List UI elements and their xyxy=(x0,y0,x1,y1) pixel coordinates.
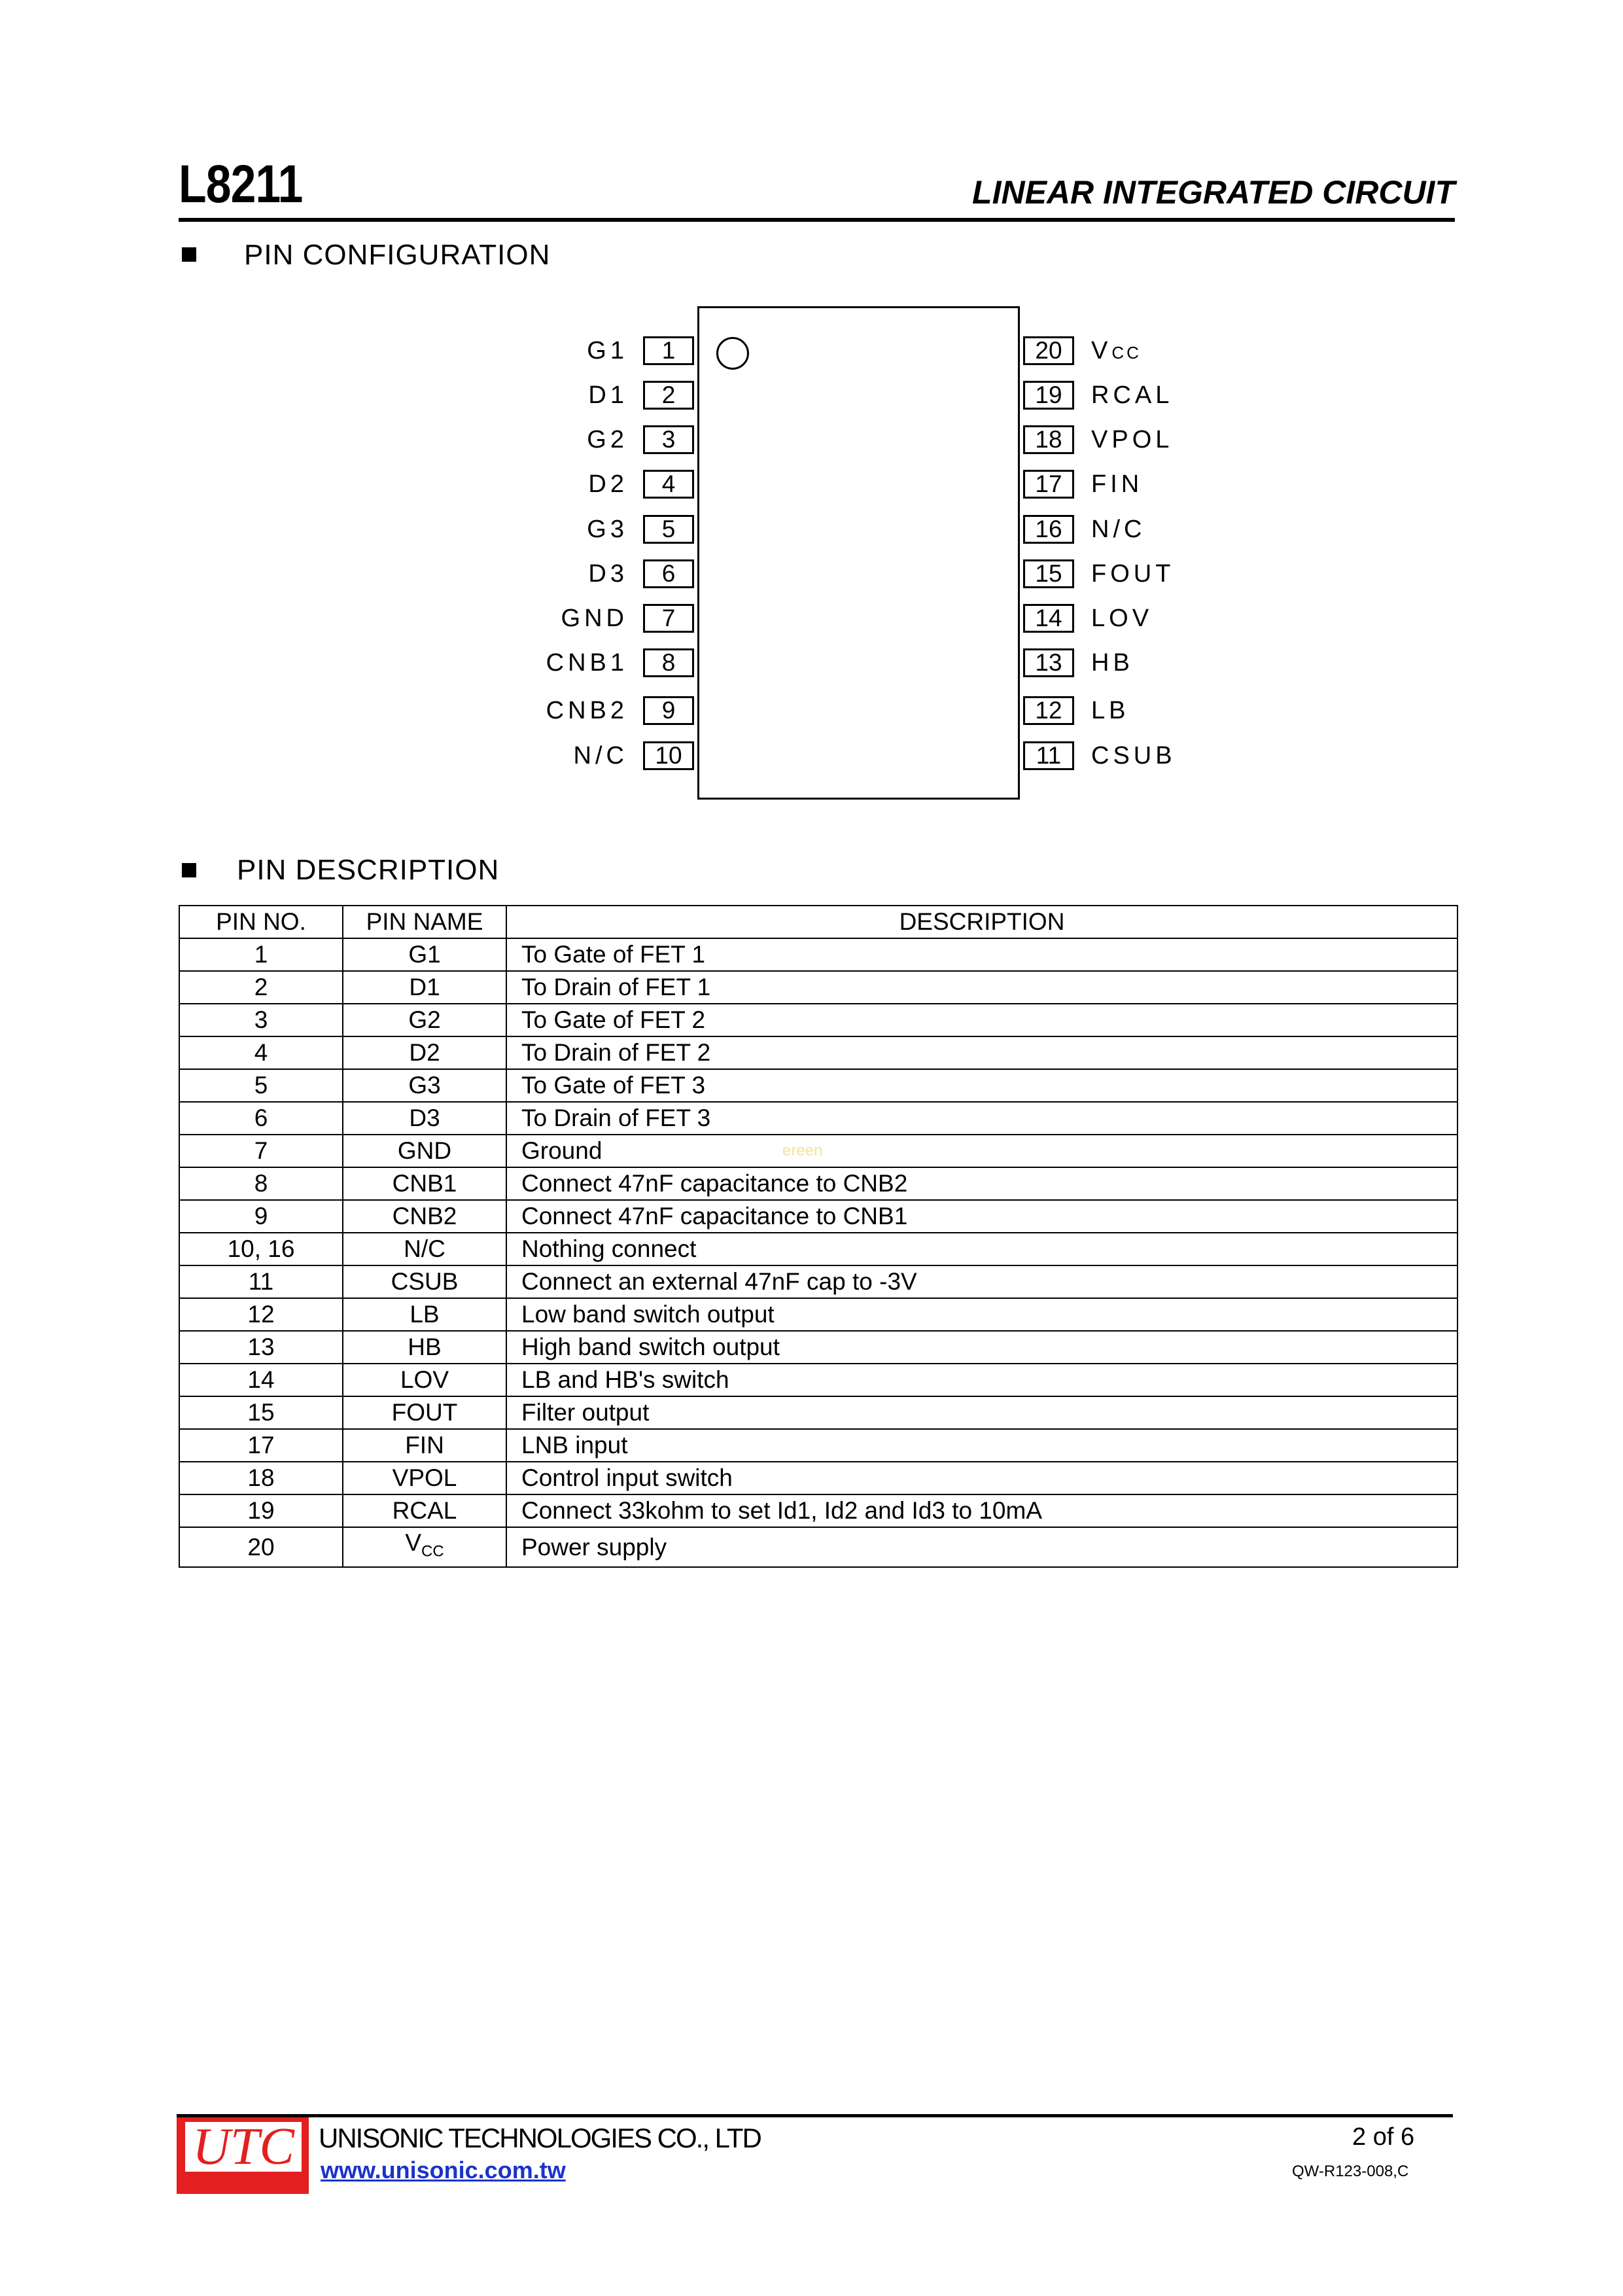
pin-label xyxy=(1091,604,1153,633)
cell-pin-name: VPOL xyxy=(343,1462,506,1494)
cell-pin-no: 7 xyxy=(179,1135,343,1167)
cell-pin-name xyxy=(343,1527,506,1567)
cell-description: Connect 33kohm to set Id1, Id2 and Id3 to 10mA xyxy=(506,1494,1457,1527)
cell-pin-no: 10, 16 xyxy=(179,1233,343,1265)
pin-label xyxy=(1091,381,1173,410)
pin-number-box: 3 xyxy=(643,425,694,454)
pin-label-text: CSUB xyxy=(1091,742,1176,769)
pin-number-box: 18 xyxy=(1023,425,1074,454)
pin-label xyxy=(1091,559,1174,588)
pin-number-box: 6 xyxy=(643,559,694,588)
pin-number-box: 2 xyxy=(643,381,694,410)
cell-pin-no: 5 xyxy=(179,1069,343,1102)
pin-label: CNB2 xyxy=(546,697,628,724)
cell-pin-name: G3 xyxy=(343,1069,506,1102)
column-header-pin-name: PIN NAME xyxy=(343,906,506,938)
pin-description-title: PIN DESCRIPTION xyxy=(237,854,500,886)
table-row xyxy=(179,1004,1457,1036)
pin-label: G1 xyxy=(587,337,628,364)
table-row xyxy=(179,1233,1457,1265)
part-number: L8211 xyxy=(179,154,303,214)
cell-pin-no: 8 xyxy=(179,1167,343,1200)
watermark-text: ereen xyxy=(782,1142,823,1159)
pin-label-text: VPOL xyxy=(1091,426,1174,453)
table-row xyxy=(179,1036,1457,1069)
cell-pin-name: LB xyxy=(343,1298,506,1331)
pin-label xyxy=(1091,515,1145,544)
pin-number-box: 13 xyxy=(1023,648,1074,677)
cell-pin-name: D3 xyxy=(343,1102,506,1135)
table-row xyxy=(179,1462,1457,1494)
pin-label-text: FOUT xyxy=(1091,560,1175,588)
column-header-description: DESCRIPTION xyxy=(506,906,1457,938)
pin-label-subscript: CC xyxy=(1111,343,1142,362)
cell-pin-no: 12 xyxy=(179,1298,343,1331)
pin-number-box: 9 xyxy=(643,696,694,725)
pin-label: D2 xyxy=(588,470,628,498)
table-row xyxy=(179,1069,1457,1102)
cell-pin-name: N/C xyxy=(343,1233,506,1265)
pin-number-box: 7 xyxy=(643,604,694,633)
document-code: QW-R123-008,C xyxy=(1292,2163,1409,2180)
cell-pin-name: CNB1 xyxy=(343,1167,506,1200)
cell-description: High band switch output xyxy=(506,1331,1457,1364)
pin-number-box: 11 xyxy=(1023,741,1074,770)
pin-label-text: LOV xyxy=(1091,605,1153,632)
cell-pin-name: GND xyxy=(343,1135,506,1167)
cell-pin-name-text: V xyxy=(405,1529,421,1556)
cell-pin-no: 11 xyxy=(179,1265,343,1298)
table-row xyxy=(179,1200,1457,1233)
company-name: UNISONIC TECHNOLOGIES CO., LTD xyxy=(319,2123,761,2153)
pin-label-text: HB xyxy=(1091,649,1134,677)
pin-number-box: 17 xyxy=(1023,470,1074,499)
pin-label-text: LB xyxy=(1091,697,1130,724)
pin-label-text: RCAL xyxy=(1091,381,1174,409)
pin-label: D1 xyxy=(588,381,628,409)
cell-description: Filter output xyxy=(506,1396,1457,1429)
cell-description: Connect 47nF capacitance to CNB1 xyxy=(506,1200,1457,1233)
cell-pin-no: 4 xyxy=(179,1036,343,1069)
ic-package-body xyxy=(697,306,1020,800)
cell-description: To Drain of FET 1 xyxy=(506,971,1457,1004)
section-bullet-icon xyxy=(182,247,196,262)
cell-pin-name: RCAL xyxy=(343,1494,506,1527)
header-divider xyxy=(179,218,1455,222)
pin-number-box: 12 xyxy=(1023,696,1074,725)
pin-number-box: 5 xyxy=(643,515,694,544)
cell-description: To Drain of FET 3 xyxy=(506,1102,1457,1135)
cell-pin-no: 13 xyxy=(179,1331,343,1364)
cell-description: LB and HB's switch xyxy=(506,1364,1457,1396)
pin-label: GND xyxy=(561,605,628,632)
cell-pin-name: FOUT xyxy=(343,1396,506,1429)
pin1-marker-icon xyxy=(716,337,749,370)
table-row xyxy=(179,1396,1457,1429)
pin-number-box: 4 xyxy=(643,470,694,499)
cell-pin-no: 17 xyxy=(179,1429,343,1462)
pin-number-box: 10 xyxy=(643,741,694,770)
cell-pin-no: 20 xyxy=(179,1527,343,1567)
pin-label: CNB1 xyxy=(546,649,628,677)
pin-label-text: N/C xyxy=(1091,516,1146,543)
pin-label xyxy=(1091,336,1142,367)
pin-label xyxy=(1091,648,1134,677)
cell-pin-name: LOV xyxy=(343,1364,506,1396)
pin-number-box: 14 xyxy=(1023,604,1074,633)
cell-pin-no: 3 xyxy=(179,1004,343,1036)
pin-number-box: 16 xyxy=(1023,515,1074,544)
cell-description: Connect 47nF capacitance to CNB2 xyxy=(506,1167,1457,1200)
pin-description-table xyxy=(179,905,1458,1568)
cell-pin-no: 9 xyxy=(179,1200,343,1233)
table-row xyxy=(179,1527,1457,1567)
cell-pin-name: G2 xyxy=(343,1004,506,1036)
column-header-pin-no: PIN NO. xyxy=(179,906,343,938)
table-row xyxy=(179,1167,1457,1200)
pin-label: N/C xyxy=(573,742,628,769)
cell-pin-name: CNB2 xyxy=(343,1200,506,1233)
table-header-row xyxy=(179,906,1457,938)
cell-description: Power supply xyxy=(506,1527,1457,1567)
pin-label xyxy=(1091,470,1143,499)
section-bullet-icon xyxy=(182,863,196,877)
cell-pin-name: HB xyxy=(343,1331,506,1364)
pin-label-text: FIN xyxy=(1091,470,1143,498)
cell-pin-no: 19 xyxy=(179,1494,343,1527)
table-row xyxy=(179,1102,1457,1135)
website-link[interactable]: www.unisonic.com.tw xyxy=(321,2157,566,2183)
cell-pin-name: D1 xyxy=(343,971,506,1004)
pin-number-box: 8 xyxy=(643,648,694,677)
cell-description: To Gate of FET 1 xyxy=(506,938,1457,971)
pin-number-box: 20 xyxy=(1023,336,1074,365)
cell-pin-name-subscript: CC xyxy=(421,1542,444,1561)
cell-pin-no: 6 xyxy=(179,1102,343,1135)
cell-pin-name: D2 xyxy=(343,1036,506,1069)
cell-description: LNB input xyxy=(506,1429,1457,1462)
cell-pin-no: 14 xyxy=(179,1364,343,1396)
table-row xyxy=(179,1364,1457,1396)
cell-description: Control input switch xyxy=(506,1462,1457,1494)
pin-label: D3 xyxy=(588,560,628,588)
pin-label: G3 xyxy=(587,516,628,543)
cell-pin-no: 15 xyxy=(179,1396,343,1429)
document-type: LINEAR INTEGRATED CIRCUIT xyxy=(972,174,1455,211)
cell-pin-name: G1 xyxy=(343,938,506,971)
cell-description: Ground xyxy=(506,1135,1457,1167)
pin-configuration-title: PIN CONFIGURATION xyxy=(244,239,551,271)
cell-description: Nothing connect xyxy=(506,1233,1457,1265)
cell-pin-name: FIN xyxy=(343,1429,506,1462)
cell-description: To Gate of FET 2 xyxy=(506,1004,1457,1036)
table-row xyxy=(179,1265,1457,1298)
pin-label-text: V xyxy=(1091,337,1112,364)
pin-label xyxy=(1091,741,1176,770)
cell-description: Connect an external 47nF cap to -3V xyxy=(506,1265,1457,1298)
table-row xyxy=(179,938,1457,971)
pin-label: G2 xyxy=(587,426,628,453)
pin-label xyxy=(1091,696,1129,725)
cell-pin-no: 1 xyxy=(179,938,343,971)
table-row xyxy=(179,1429,1457,1462)
table-row xyxy=(179,1494,1457,1527)
footer-divider xyxy=(177,2114,1453,2117)
cell-pin-no: 18 xyxy=(179,1462,343,1494)
pin-number-box: 1 xyxy=(643,336,694,365)
pin-number-box: 19 xyxy=(1023,381,1074,410)
pin-number-box: 15 xyxy=(1023,559,1074,588)
table-row xyxy=(179,971,1457,1004)
cell-description: To Drain of FET 2 xyxy=(506,1036,1457,1069)
cell-description: Low band switch output xyxy=(506,1298,1457,1331)
pin-label xyxy=(1091,425,1173,454)
utc-logo-text: UTC xyxy=(185,2122,302,2172)
table-row xyxy=(179,1331,1457,1364)
table-row xyxy=(179,1298,1457,1331)
cell-pin-name: CSUB xyxy=(343,1265,506,1298)
page-number: 2 of 6 xyxy=(1352,2123,1415,2151)
cell-pin-no: 2 xyxy=(179,971,343,1004)
cell-description: To Gate of FET 3 xyxy=(506,1069,1457,1102)
